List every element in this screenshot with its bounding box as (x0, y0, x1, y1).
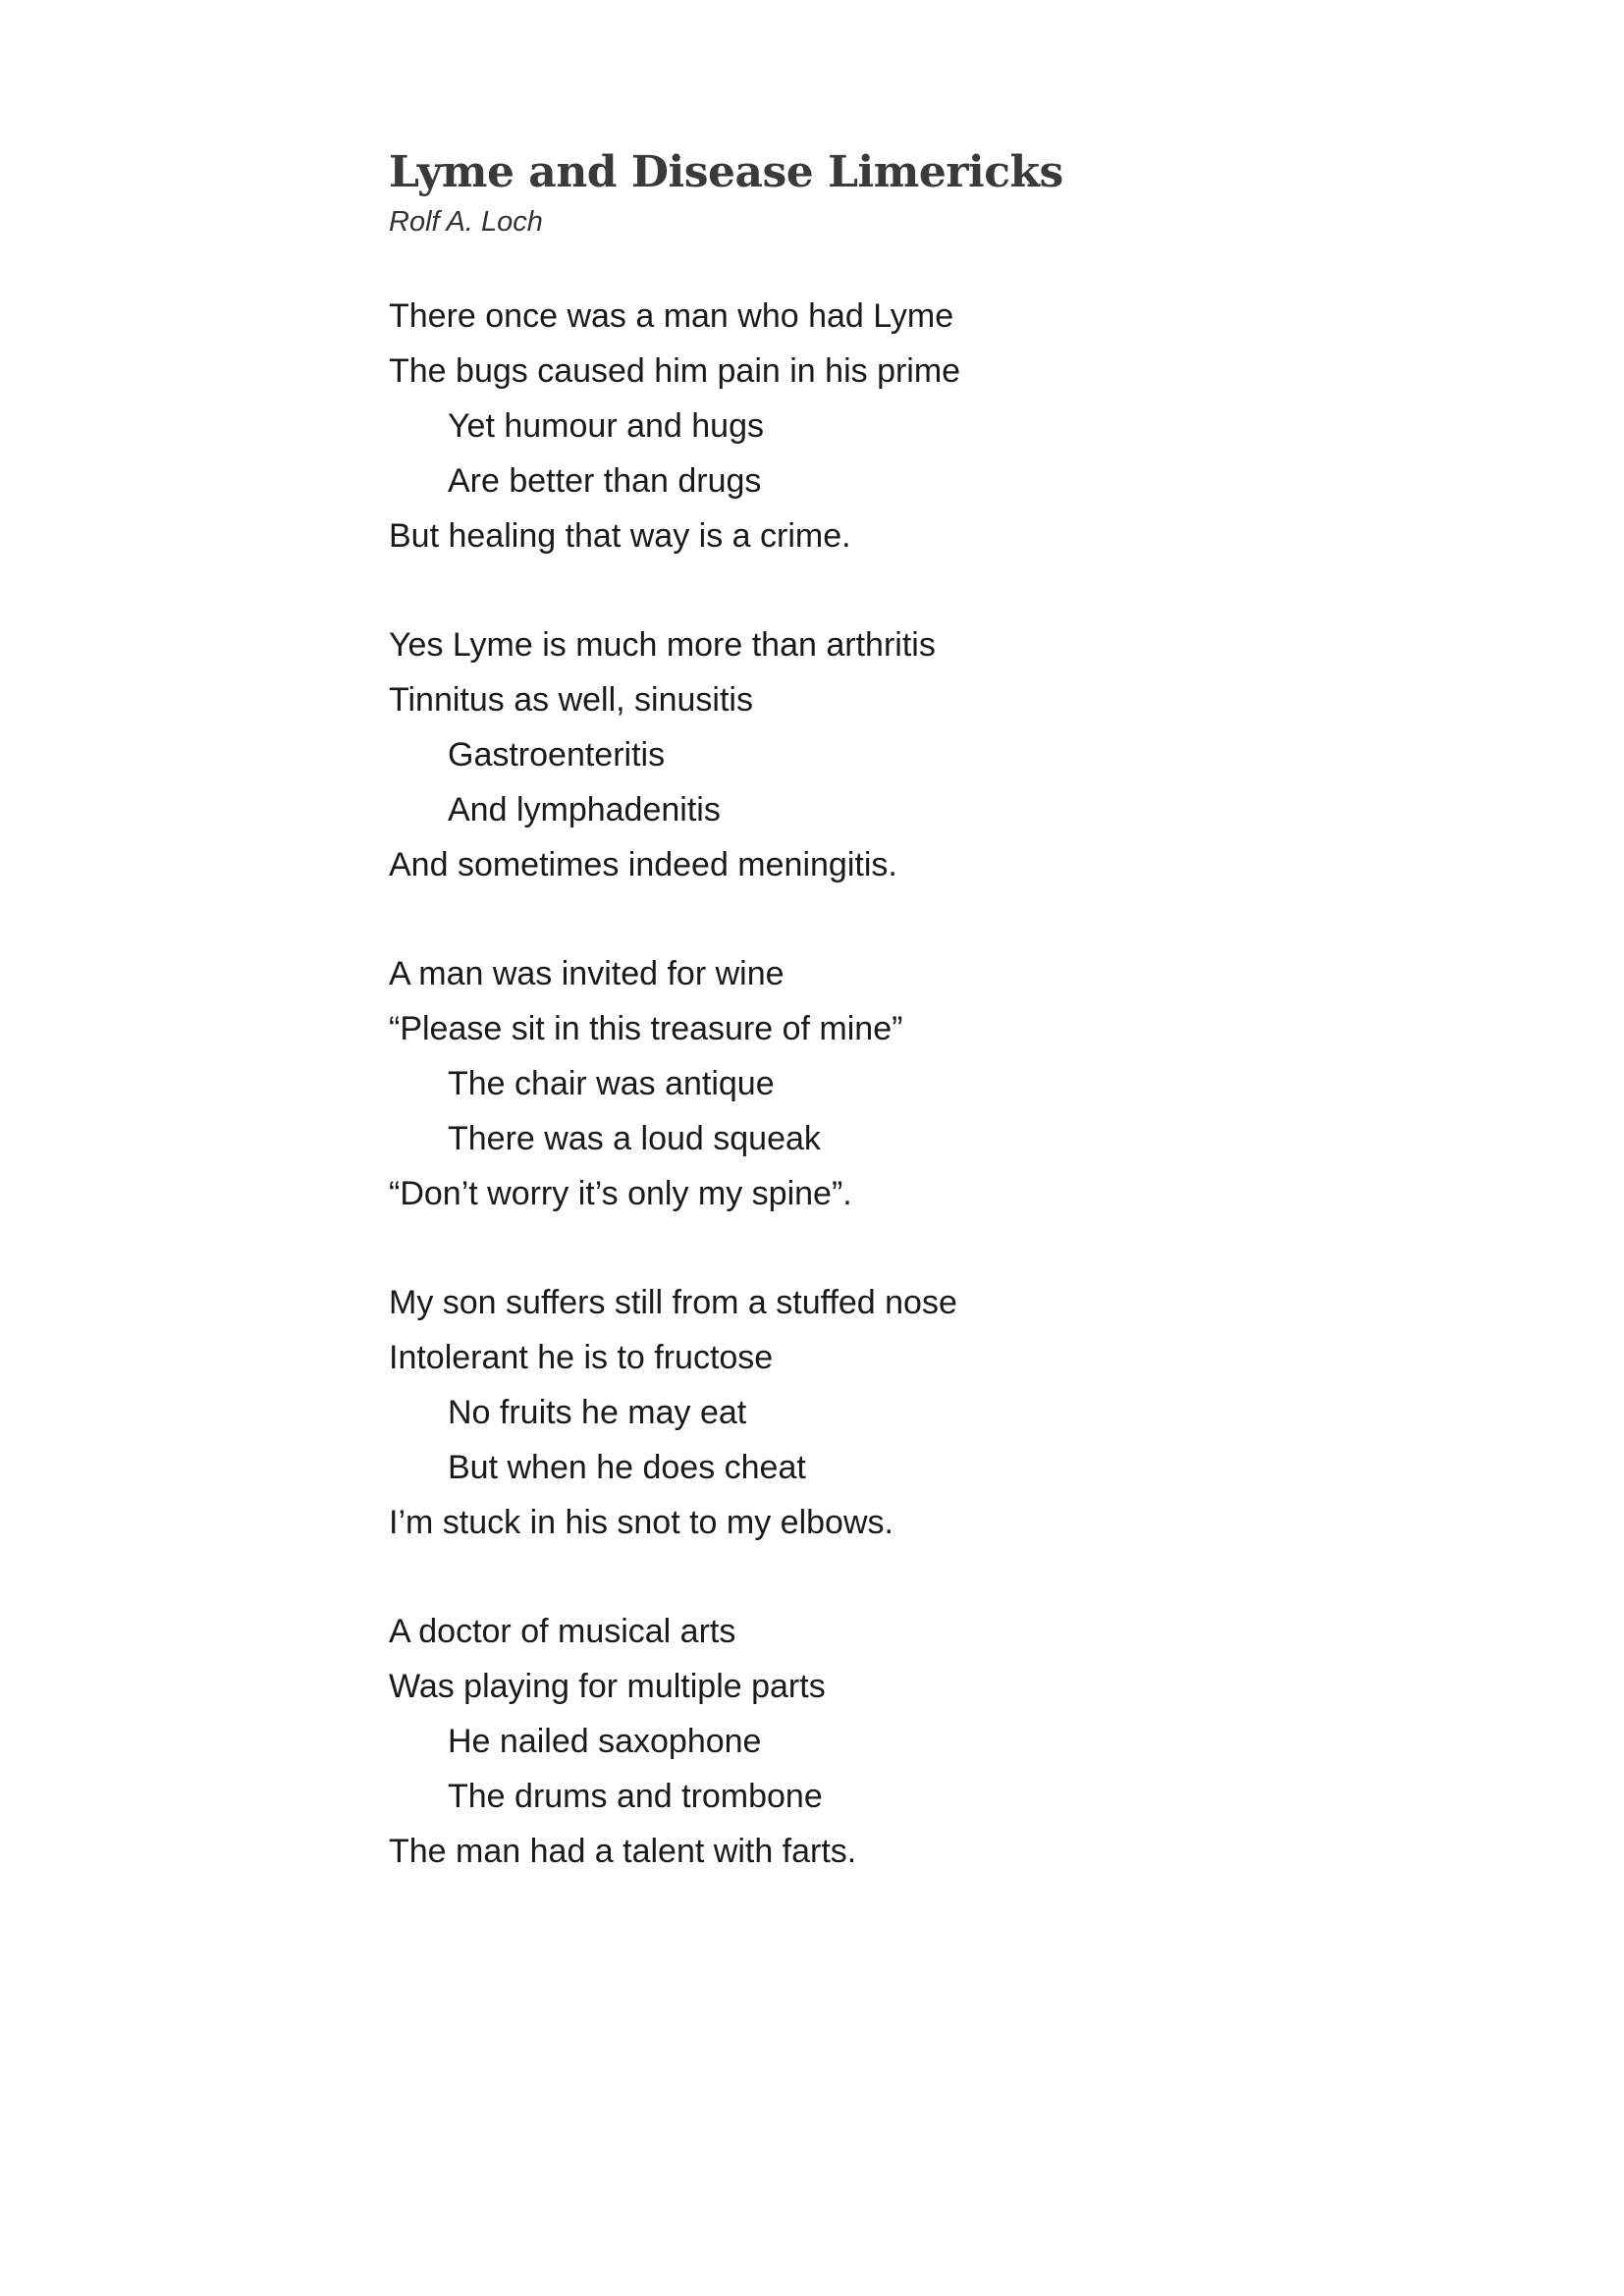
poem-line-indented: The chair was antique (448, 1064, 775, 1102)
poem-line: The man had a talent with farts. (389, 1832, 857, 1870)
document-page (389, 147, 1469, 1933)
poem-line-indented: Yet humour and hugs (448, 406, 764, 445)
poem-line: Was playing for multiple parts (389, 1667, 826, 1705)
poem-line: Intolerant he is to fructose (389, 1338, 774, 1376)
poem-line: “Don’t worry it’s only my spine”. (389, 1174, 852, 1212)
stanza-1 (389, 289, 1469, 563)
poem-line-indented: He nailed saxophone (448, 1722, 762, 1760)
poem-line-indented: There was a loud squeak (448, 1119, 821, 1157)
document-title: Lyme and Disease Limericks (389, 147, 1063, 197)
poem-line-indented: No fruits he may eat (448, 1393, 747, 1431)
stanza-3 (389, 946, 1469, 1221)
poem-line-indented: Are better than drugs (448, 461, 762, 500)
stanza-5 (389, 1604, 1469, 1879)
poem-line: Yes Lyme is much more than arthritis (389, 625, 936, 664)
poem-line: “Please sit in this treasure of mine” (389, 1009, 903, 1047)
poem-body (389, 289, 1469, 1879)
document-author: Rolf A. Loch (389, 205, 543, 238)
poem-line-indented: Gastroenteritis (448, 735, 666, 774)
stanza-2 (389, 617, 1469, 892)
poem-line-indented: The drums and trombone (448, 1777, 823, 1815)
poem-line: Tinnitus as well, sinusitis (389, 680, 753, 719)
poem-line: I’m stuck in his snot to my elbows. (389, 1503, 893, 1541)
poem-line-indented: But when he does cheat (448, 1448, 806, 1486)
poem-line: A man was invited for wine (389, 954, 785, 992)
poem-line: My son suffers still from a stuffed nose (389, 1283, 957, 1321)
poem-line: A doctor of musical arts (389, 1612, 736, 1650)
stanza-4 (389, 1275, 1469, 1550)
poem-line: But healing that way is a crime. (389, 516, 851, 555)
poem-line: And sometimes indeed meningitis. (389, 845, 897, 883)
poem-line: The bugs caused him pain in his prime (389, 351, 961, 390)
poem-line: There once was a man who had Lyme (389, 296, 954, 335)
poem-line-indented: And lymphadenitis (448, 790, 721, 828)
